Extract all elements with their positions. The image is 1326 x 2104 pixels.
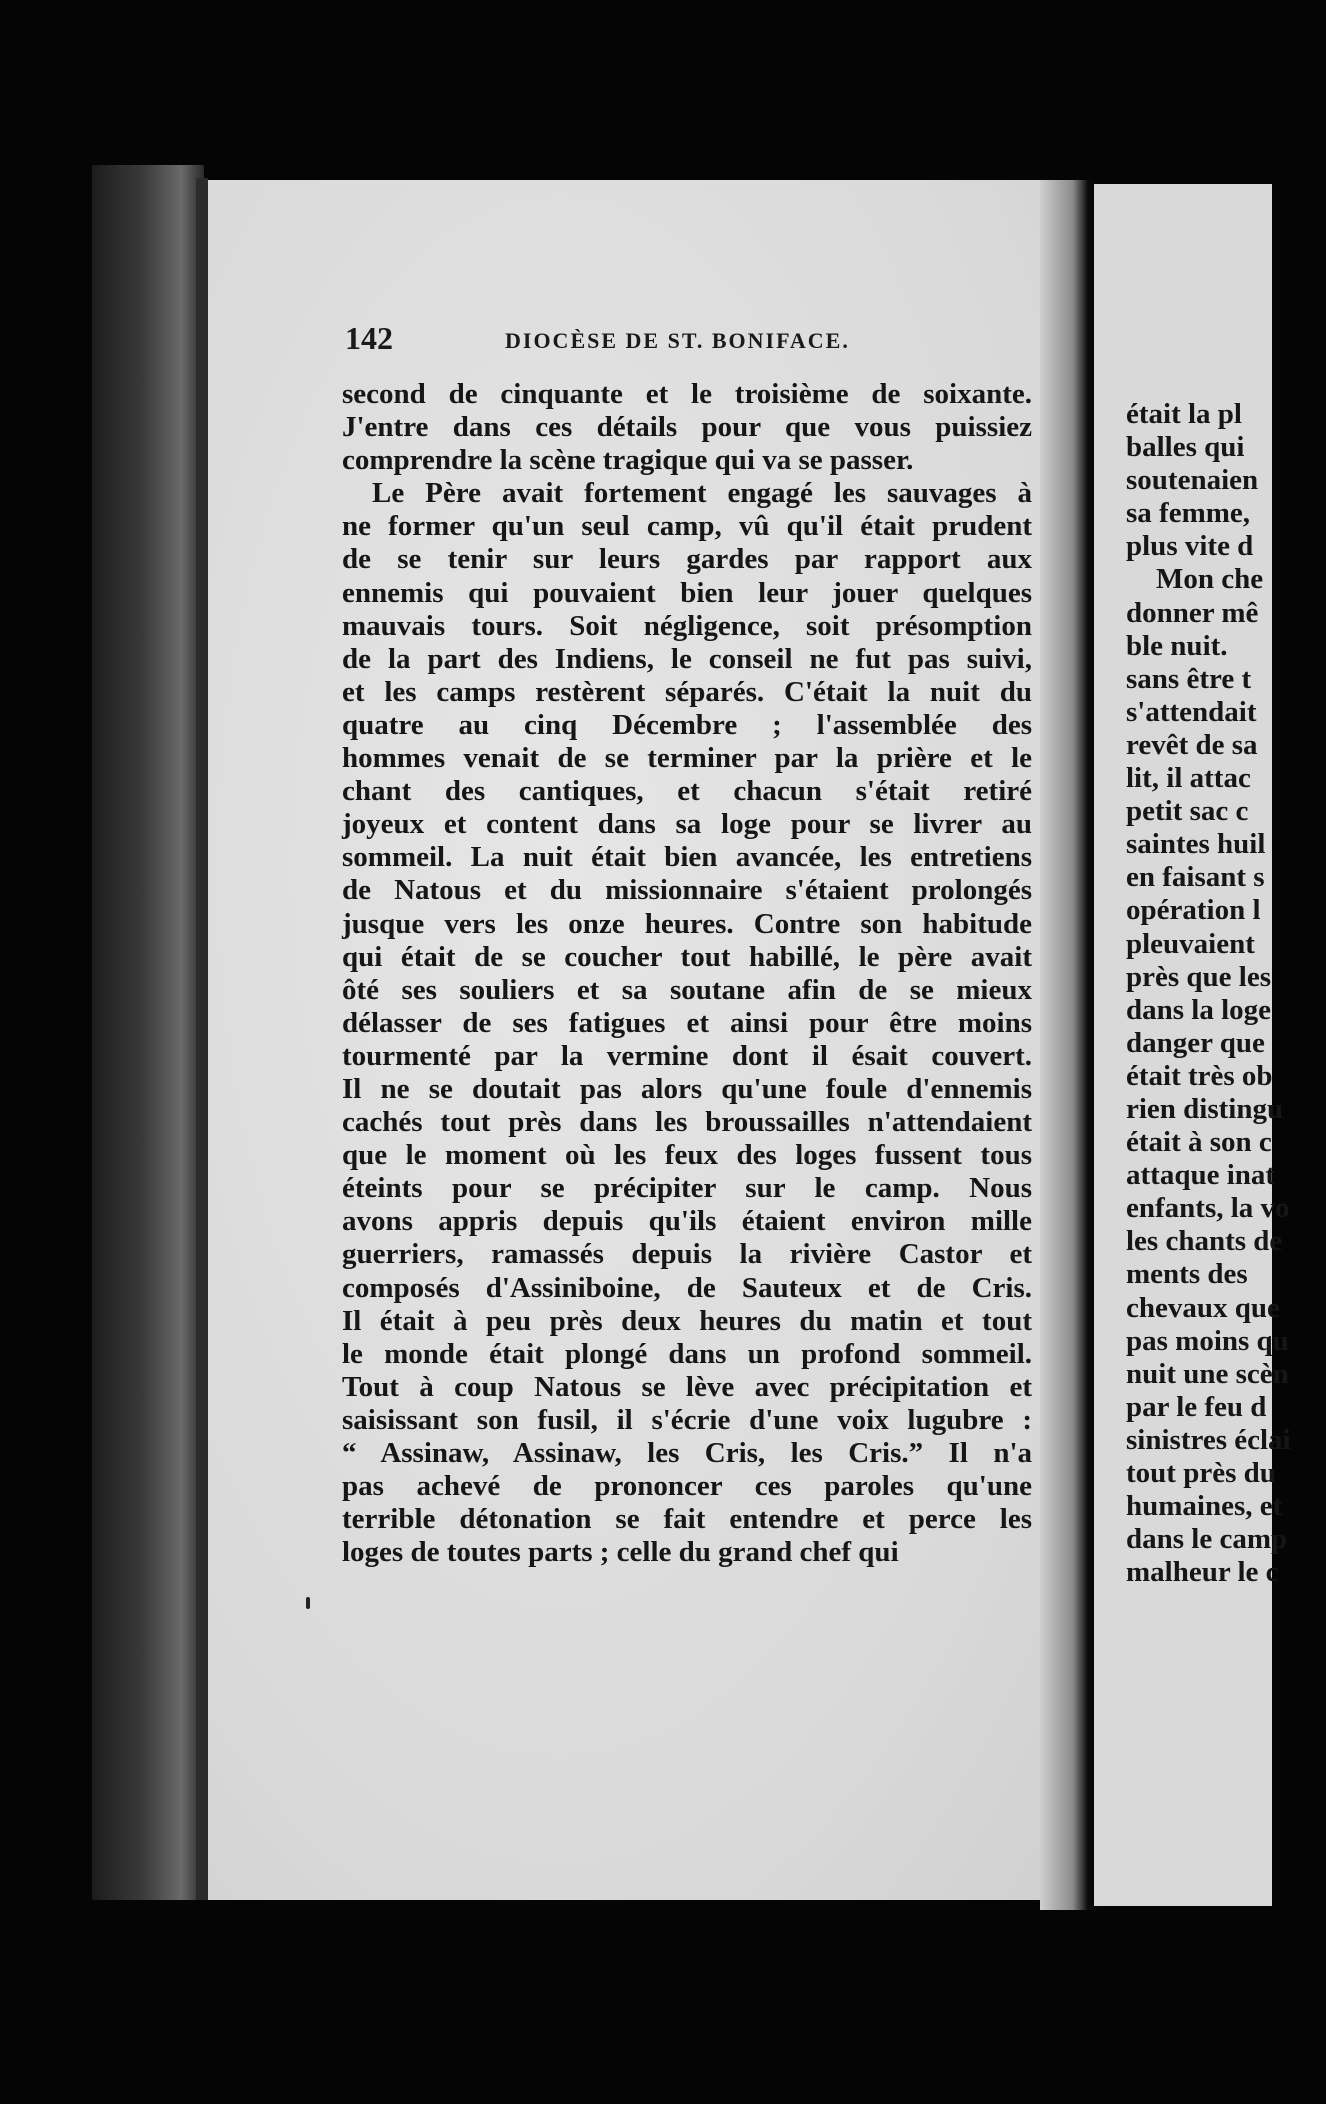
text-line: pleuvaient xyxy=(1126,927,1255,960)
text-line: ôté ses souliers et sa soutane afin de se mieux xyxy=(342,973,1032,1006)
text-line: chevaux que xyxy=(1126,1291,1280,1324)
running-title: DIOCÈSE DE ST. BONIFACE. xyxy=(505,328,850,353)
text-line: ble nuit. xyxy=(1126,629,1228,662)
text-line: que le moment où les feux des loges fussent tous xyxy=(342,1139,1032,1172)
text-line: de Natous et du missionnaire s'étaient prolongés xyxy=(342,874,1032,907)
text-line: et les camps restèrent séparés. C'était la nuit du xyxy=(342,675,1032,708)
text-line: le monde était plongé dans un profond sommeil. xyxy=(342,1337,1032,1370)
ink-speck xyxy=(306,1597,310,1609)
right-page-text xyxy=(1126,398,1326,1589)
text-line: en faisant s xyxy=(1126,861,1265,894)
text-line: était la pl xyxy=(1126,398,1242,430)
page-header xyxy=(345,320,1045,360)
book-spine xyxy=(92,165,204,1900)
text-line: joyeux et content dans sa loge pour se livrer au xyxy=(342,808,1032,841)
text-line: Il ne se doutait pas alors qu'une foule d'ennemis xyxy=(342,1072,1032,1105)
text-line: sa femme, xyxy=(1126,497,1251,530)
text-line: rien distingu xyxy=(1126,1092,1284,1125)
text-line: hommes venait de se terminer par la prière et le xyxy=(342,742,1032,775)
text-line: mauvais tours. Soit négligence, soit présomption xyxy=(342,609,1032,642)
text-line: plus vite d xyxy=(1126,530,1254,563)
text-line: malheur le c xyxy=(1126,1556,1279,1589)
text-line: de la part des Indiens, le conseil ne fut pas suivi, xyxy=(342,642,1032,675)
text-line: délasser de ses fatigues et ainsi pour être moins xyxy=(342,1006,1032,1039)
text-line: pas moins qu xyxy=(1126,1324,1289,1357)
text-line: sinistres éclai xyxy=(1126,1423,1291,1456)
text-line: Le Père avait fortement engagé les sauvages à xyxy=(372,477,1032,510)
text-line: nuit une scèn xyxy=(1126,1357,1289,1390)
text-line: avons appris depuis qu'ils étaient environ mille xyxy=(342,1205,1032,1238)
text-line: composés d'Assiniboine, de Sauteux et de Cris. xyxy=(342,1271,1032,1304)
text-line: sommeil. La nuit était bien avancée, les entretiens xyxy=(342,841,1032,874)
text-line: lit, il attac xyxy=(1126,762,1251,795)
text-line: Tout à coup Natous se lève avec précipitation et xyxy=(342,1370,1032,1403)
text-line: guerriers, ramassés depuis la rivière Castor et xyxy=(342,1238,1032,1271)
text-line: comprendre la scène tragique qui va se passer. xyxy=(342,444,914,477)
text-line: saintes huil xyxy=(1126,828,1266,861)
text-line: Il était à peu près deux heures du matin et tout xyxy=(342,1304,1032,1337)
text-line: dans le camp xyxy=(1126,1523,1288,1556)
text-line: danger que xyxy=(1126,1026,1265,1059)
text-line: “ Assinaw, Assinaw, les Cris, les Cris.” Il n'a xyxy=(342,1437,1032,1469)
text-line: opération l xyxy=(1126,894,1261,927)
text-line: ments des xyxy=(1126,1258,1248,1291)
text-line: attaque inat xyxy=(1126,1159,1276,1192)
text-line: jusque vers les onze heures. Contre son habitude xyxy=(342,907,1032,940)
text-line: tourmenté par la vermine dont il ésait couvert. xyxy=(342,1039,1032,1072)
text-line: loges de toutes parts ; celle du grand chef qui xyxy=(342,1536,899,1569)
text-line: tout près du xyxy=(1126,1457,1276,1489)
left-page-text xyxy=(342,378,1032,1569)
text-line: sans être t xyxy=(1126,662,1252,695)
page-edge xyxy=(196,178,208,1900)
text-line: revêt de sa xyxy=(1126,728,1258,761)
text-line: cachés tout près dans les broussailles n'attendaient xyxy=(342,1106,1032,1139)
book-gutter xyxy=(1040,180,1100,1910)
text-line: de se tenir sur leurs gardes par rapport aux xyxy=(342,543,1032,576)
text-line: quatre au cinq Décembre ; l'assemblée des xyxy=(342,708,1032,741)
text-line: s'attendait xyxy=(1126,695,1257,728)
text-line: pas achevé de prononcer ces paroles qu'une xyxy=(342,1470,1032,1503)
text-line: chant des cantiques, et chacun s'était retiré xyxy=(342,775,1032,808)
text-line: qui était de se coucher tout habillé, le père avait xyxy=(342,940,1032,973)
text-line: ne former qu'un seul camp, vû qu'il était prudent xyxy=(342,510,1032,543)
text-line: par le feu d xyxy=(1126,1390,1267,1423)
text-line: près que les xyxy=(1126,960,1271,993)
text-line: humaines, et xyxy=(1126,1490,1283,1523)
text-line: Mon che xyxy=(1156,563,1264,596)
text-line: soutenaien xyxy=(1126,464,1259,497)
text-line: éteints pour se précipiter sur le camp. Nous xyxy=(342,1172,1032,1205)
text-line: enfants, la vo xyxy=(1126,1192,1290,1225)
text-line: ennemis qui pouvaient bien leur jouer quelques xyxy=(342,576,1032,609)
text-line: les chants de xyxy=(1126,1225,1283,1258)
text-line: dans la loge xyxy=(1126,993,1272,1026)
text-line: saisissant son fusil, il s'écrie d'une voix lugubre : xyxy=(342,1403,1032,1436)
page-number: 142 xyxy=(345,320,393,356)
text-line: était très ob xyxy=(1126,1059,1273,1092)
text-line: petit sac c xyxy=(1126,795,1249,828)
text-line: second de cinquante et le troisième de soixante. xyxy=(342,378,1032,410)
text-line: terrible détonation se fait entendre et perce les xyxy=(342,1503,1032,1536)
text-line: donner mê xyxy=(1126,596,1259,629)
text-line: J'entre dans ces détails pour que vous puissiez xyxy=(342,411,1032,444)
text-line: balles qui xyxy=(1126,431,1245,464)
text-line: était à son c xyxy=(1126,1126,1272,1159)
